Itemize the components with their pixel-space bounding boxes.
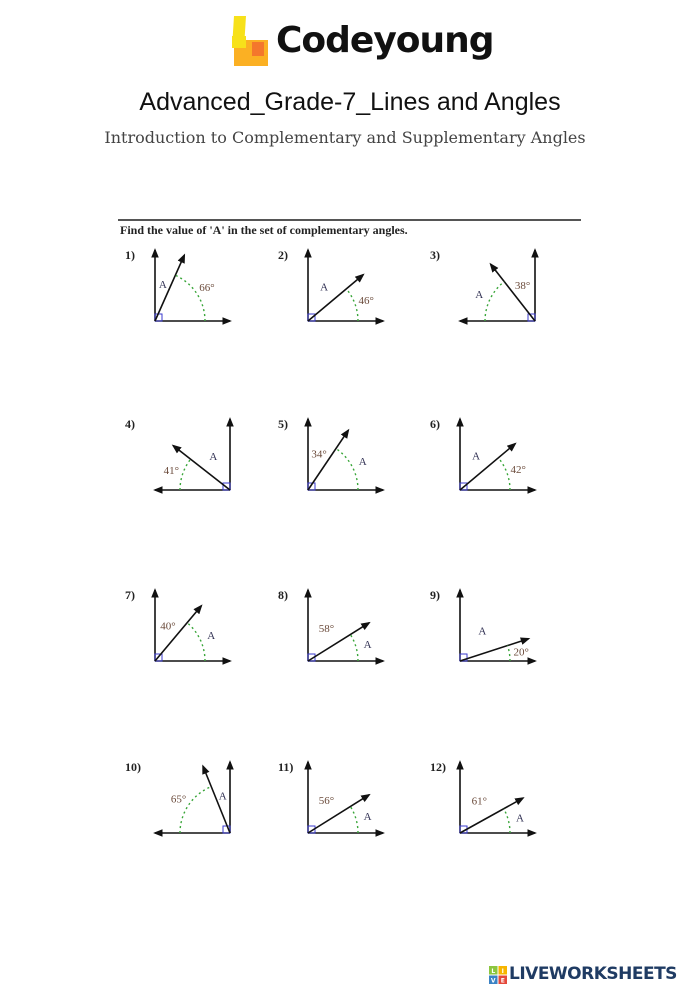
angle-ray xyxy=(460,798,523,833)
angle-ray xyxy=(308,623,369,661)
given-angle-label: 20° xyxy=(513,646,529,659)
angle-ray xyxy=(308,795,369,833)
problem-number: 4) xyxy=(125,417,135,431)
given-angle-label: 56° xyxy=(318,794,335,807)
angle-arc xyxy=(350,635,358,661)
unknown-angle-label: A xyxy=(475,288,484,301)
liveworksheets-logo xyxy=(489,964,699,986)
problem-number: 2) xyxy=(278,248,288,262)
angle-arc xyxy=(350,807,358,833)
unknown-angle-label: A xyxy=(472,450,481,463)
angle-diagram xyxy=(430,248,570,348)
liveworksheets-brand: LIVEWORKSHEETS xyxy=(509,964,677,984)
angle-arc xyxy=(498,458,510,490)
given-angle-label: 46° xyxy=(358,294,374,307)
angle-ray xyxy=(308,275,363,321)
angle-diagram xyxy=(430,417,570,517)
given-angle-label: 58° xyxy=(318,622,335,635)
angle-diagram xyxy=(278,588,418,688)
problem-3 xyxy=(430,248,570,348)
codeyoung-logo-icon xyxy=(230,14,270,70)
problem-12 xyxy=(430,760,570,860)
problem-number: 7) xyxy=(125,588,135,602)
angle-ray xyxy=(491,264,535,321)
unknown-angle-label: A xyxy=(207,629,216,642)
svg-text:L: L xyxy=(491,968,496,975)
unknown-angle-label: A xyxy=(320,281,329,294)
unknown-angle-label: A xyxy=(209,450,218,463)
problem-number: 9) xyxy=(430,588,440,602)
brand-name: Codeyoung xyxy=(276,20,494,61)
problem-2 xyxy=(278,248,418,348)
angle-arc xyxy=(485,282,504,321)
svg-text:E: E xyxy=(500,977,505,984)
divider xyxy=(118,219,581,221)
page-title: Advanced_Grade-7_Lines and Angles xyxy=(139,88,561,116)
given-angle-label: 41° xyxy=(163,464,180,477)
angle-diagram xyxy=(278,248,418,348)
angle-diagram xyxy=(125,760,265,860)
angle-arc xyxy=(504,809,510,833)
given-angle-label: 66° xyxy=(199,282,215,295)
problem-11 xyxy=(278,760,418,860)
problem-number: 11) xyxy=(278,760,294,774)
unknown-angle-label: A xyxy=(363,638,372,651)
given-angle-label: 42° xyxy=(510,463,526,476)
given-angle-label: 61° xyxy=(471,795,487,808)
problem-number: 5) xyxy=(278,417,288,431)
unknown-angle-label: A xyxy=(218,790,227,803)
svg-text:I: I xyxy=(501,968,504,975)
problem-number: 10) xyxy=(125,760,141,774)
problem-10 xyxy=(125,760,265,860)
angle-ray xyxy=(460,444,515,490)
problem-7 xyxy=(125,588,265,688)
svg-text:V: V xyxy=(490,977,496,984)
problem-6 xyxy=(430,417,570,517)
angle-diagram xyxy=(430,588,570,688)
angle-ray xyxy=(155,606,201,661)
angle-arc xyxy=(508,646,510,661)
angle-diagram xyxy=(125,588,265,688)
codeyoung-logo xyxy=(230,14,494,72)
problem-number: 8) xyxy=(278,588,288,602)
given-angle-label: 34° xyxy=(311,448,327,461)
problem-number: 3) xyxy=(430,248,440,262)
given-angle-label: 40° xyxy=(160,620,176,633)
unknown-angle-label: A xyxy=(358,455,367,468)
problem-8 xyxy=(278,588,418,688)
problem-number: 1) xyxy=(125,248,135,262)
angle-arc xyxy=(187,623,205,661)
angle-arc xyxy=(180,459,191,490)
problem-number: 12) xyxy=(430,760,446,774)
angle-diagram xyxy=(125,417,265,517)
unknown-angle-label: A xyxy=(478,625,487,638)
angle-ray xyxy=(173,446,230,490)
problem-4 xyxy=(125,417,265,517)
unknown-angle-label: A xyxy=(158,278,167,291)
page-subtitle: Introduction to Complementary and Supplementary Angles xyxy=(104,128,586,147)
angle-diagram xyxy=(278,417,418,517)
unknown-angle-label: A xyxy=(516,812,525,825)
angle-arc xyxy=(346,289,358,321)
problem-9 xyxy=(430,588,570,688)
unknown-angle-label: A xyxy=(363,810,372,823)
angle-arc xyxy=(336,449,358,490)
angle-diagram xyxy=(278,760,418,860)
problem-1 xyxy=(125,248,265,348)
instruction-text: Find the value of 'A' in the set of complementary angles. xyxy=(120,223,408,237)
given-angle-label: 38° xyxy=(514,280,531,293)
problem-5 xyxy=(278,417,418,517)
problem-number: 6) xyxy=(430,417,440,431)
angle-diagram xyxy=(430,760,570,860)
angle-diagram xyxy=(125,248,265,348)
liveworksheets-logo-icon xyxy=(489,966,507,984)
given-angle-label: 65° xyxy=(170,793,187,806)
